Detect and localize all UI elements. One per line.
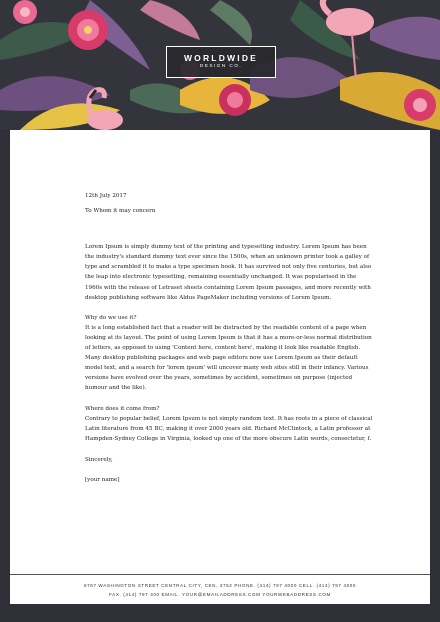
letter-paragraph-why: Why do we use it? It is a long established fact that a reader will be distracted by the readable content of a page when looking at its layout. The point of using Lorem Ipsum is that it has a more-or-less normal distribution of letters, as opposed to using 'Content here, content here', making it look like readable English. Many desktop publishing packages and web page editors now use Lorem Ipsum as their default model text, and a search for 'lorem ipsum' will uncover many web sites still in their infancy. Various versions have evolved over the years, sometimes by accident, sometimes on purpose (injected humour and the like).	[85, 314, 372, 392]
letter-body	[85, 191, 375, 485]
footer-contact-line: FAX. (414) 797 400 EMAIL. YOUR@EMAILADDRESS.COM YOURWEBADDRESS.COM	[109, 592, 331, 597]
letter-signature: [your name]	[85, 476, 120, 483]
letter-date: 12th July 2017	[85, 193, 127, 199]
company-name: WORLDWIDE	[183, 53, 259, 63]
footer-address-line: 6767 WASHINGTON STREET CENTRAL CITY, CEN, 3752 PHONE. (414) 797 4000 CELL. (414) 797 4000	[83, 583, 357, 588]
letter-paragraph-where: Where does it come from? Contrary to popular belief, Lorem Ipsum is not simply random text. It has roots in a piece of classical Latin literature from 45 BC, making it over 2000 years old. Richard McClintock, a Latin professor at Hampden-Sydney College in Virginia, looked up one of the more obscure Latin words, consectetur, f.	[85, 405, 373, 442]
letter-sheet	[10, 130, 430, 604]
company-logo	[166, 46, 276, 78]
footer-divider	[10, 574, 430, 575]
company-tagline: DESIGN CO.	[199, 64, 243, 69]
letter-footer	[10, 581, 430, 599]
letter-closing: Sincerely,	[85, 456, 113, 463]
letter-paragraph-intro: Lorem Ipsum is simply dummy text of the printing and typesetting industry. Lorem Ipsum has been the industry's standard dummy text ever since the 1500s, when an unknown printer took a galley of type and scrambled it to make a type specimen book. It has survived not only five centuries, but also the leap into electronic typesetting, remaining essentially unchanged. It was popularised in the 1960s with the release of Letraset sheets containing Lorem Ipsum passages, and more recently with desktop publishing software like Aldus PageMaker including versions of Lorem Ipsum.	[85, 244, 372, 301]
floral-header-banner	[0, 0, 440, 130]
letter-greeting: To Whom it may concern	[85, 208, 156, 215]
